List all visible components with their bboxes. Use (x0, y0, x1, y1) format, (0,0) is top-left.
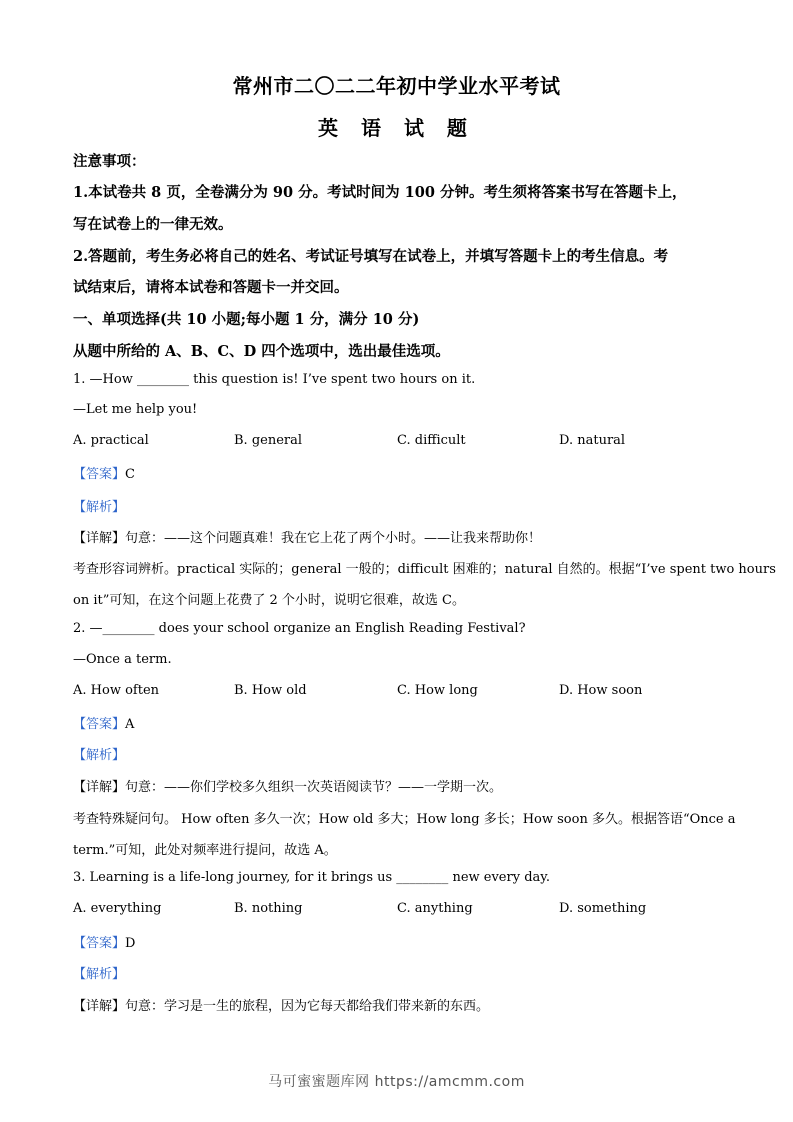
analysis-label: 【解析】 (73, 748, 126, 763)
q1-option-c: C. difficult (397, 433, 466, 448)
q1-detail: 【详解】句意：——这个问题真难！我在它上花了两个小时。——让我来帮助你！ (73, 531, 542, 546)
q1-option-a: A. practical (73, 433, 149, 448)
q2-option-a: A. How often (73, 683, 160, 698)
q3-option-d: D. something (559, 901, 647, 916)
q1-answer (73, 463, 723, 482)
q1-stem: 1. —How ________ this question is! I’ve spent two hours on it. (73, 372, 476, 387)
q1-answer-value: C (125, 467, 135, 482)
section-instruction: 从题中所给的 A、B、C、D 四个选项中，选出最佳选项。 (73, 343, 450, 360)
q3-option-c: C. anything (397, 901, 473, 916)
q1-option-d: D. natural (559, 433, 626, 448)
q2-explanation-2: term.”可知，此处对频率进行提问，故选 A。 (73, 843, 337, 858)
notice-line-1: 1.本试卷共 8 页，全卷满分为 90 分。考试时间为 100 分钟。考生须将答案书写在答题卡上， (73, 184, 687, 201)
q2-analysis-label (73, 744, 723, 763)
q2-answer-value: A (125, 717, 135, 732)
notice-line-2: 写在试卷上的一律无效。 (73, 216, 233, 233)
notice-line-4: 试结束后，请将本试卷和答题卡一并交回。 (73, 279, 349, 296)
q3-answer (73, 932, 723, 951)
q3-answer-value: D (125, 936, 136, 951)
q1-option-b: B. general (234, 433, 303, 448)
q2-reply: —Once a term. (73, 652, 172, 667)
q2-option-c: C. How long (397, 683, 478, 698)
q2-option-d: D. How soon (559, 683, 643, 698)
answer-label: 【答案】 (73, 936, 126, 951)
q2-explanation-1: 考查特殊疑问句。 How often 多久一次；How old 多大；How long 多长；How soon 多久。根据答语“Once a (73, 812, 736, 827)
q3-option-b: B. nothing (234, 901, 303, 916)
analysis-label: 【解析】 (73, 967, 126, 982)
page-subtitle: 英 语 试 题 (318, 116, 475, 140)
q3-analysis-label (73, 963, 723, 982)
section-heading: 一、单项选择(共 10 小题;每小题 1 分，满分 10 分) (73, 311, 420, 328)
q2-detail: 【详解】句意：——你们学校多久组织一次英语阅读节？——一学期一次。 (73, 780, 503, 795)
answer-label: 【答案】 (73, 467, 126, 482)
q2-option-b: B. How old (234, 683, 307, 698)
q2-stem: 2. —________ does your school organize an English Reading Festival? (73, 621, 526, 636)
analysis-label: 【解析】 (73, 500, 126, 515)
notice-heading: 注意事项： (73, 153, 146, 170)
answer-label: 【答案】 (73, 717, 126, 732)
q3-detail: 【详解】句意：学习是一生的旅程，因为它每天都给我们带来新的东西。 (73, 999, 490, 1014)
q1-analysis-label (73, 496, 723, 515)
q2-answer (73, 713, 723, 732)
q1-reply: —Let me help you! (73, 402, 198, 417)
page-footer: 马可蜜蜜题库网 https://amcmm.com (268, 1074, 525, 1090)
q1-explanation-1: 考查形容词辨析。practical 实际的；general 一般的；difficult 困难的；natural 自然的。根据“I’ve spent two hours (73, 562, 776, 577)
page-title: 常州市二〇二二年初中学业水平考试 (232, 74, 561, 98)
q3-option-a: A. everything (73, 901, 162, 916)
q3-stem: 3. Learning is a life-long journey, for it brings us ________ new every day. (73, 870, 551, 885)
notice-line-3: 2.答题前，考生务必将自己的姓名、考试证号填写在试卷上，并填写答题卡上的考生信息。考 (73, 248, 669, 265)
q1-explanation-2: on it”可知，在这个问题上花费了 2 个小时，说明它很难，故选 C。 (73, 593, 465, 608)
